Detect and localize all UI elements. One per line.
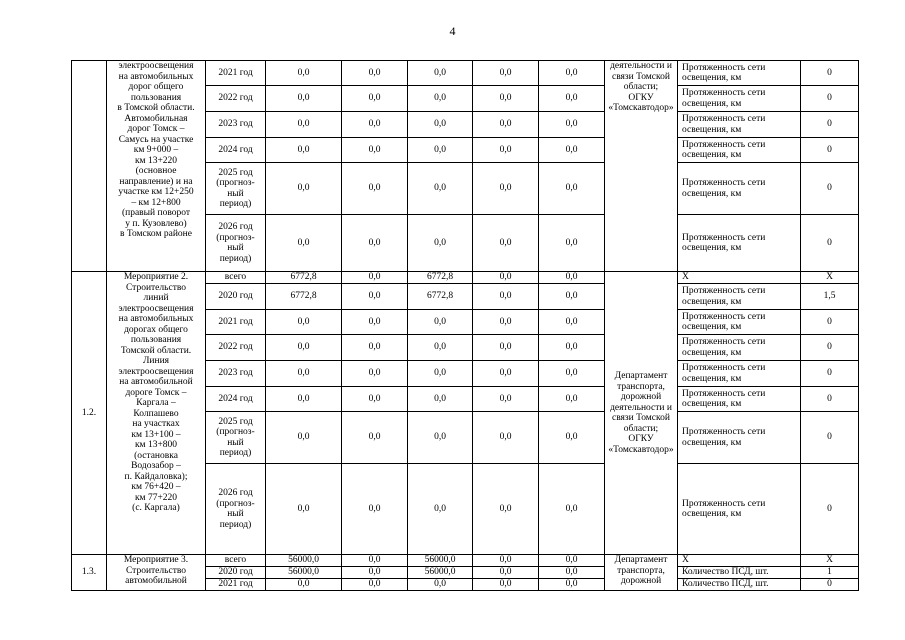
- local-amount-cell: 0,0: [473, 361, 539, 387]
- activity-name-cell: электроосвещения на автомобильных дорог общего пользования в Томской области. Автомобильная дорог Томск – Самусь на участке км 9+000 – км 13+220 (основное направление) и на участке км 12+250 – км 12+800 (правый поворот у п. Кузовлево) в Томском районе: [107, 61, 206, 272]
- local-amount-cell: 0,0: [473, 335, 539, 361]
- regional-amount-cell: 0,0: [408, 579, 473, 591]
- indicator-cell: Х: [678, 272, 801, 284]
- federal-amount-cell: 0,0: [342, 412, 408, 464]
- total-amount-cell: 0,0: [266, 412, 342, 464]
- local-amount-cell: 0,0: [473, 387, 539, 412]
- federal-amount-cell: 0,0: [342, 555, 408, 567]
- total-amount-cell: 0,0: [266, 112, 342, 138]
- year-cell: 2024 год: [206, 387, 266, 412]
- target-value-cell: 0: [801, 310, 859, 335]
- activity-name-cell: Мероприятие 3. Строительство автомобильной: [107, 555, 206, 591]
- total-amount-cell: 0,0: [266, 387, 342, 412]
- federal-amount-cell: 0,0: [342, 215, 408, 272]
- indicator-cell: Протяженность сети освещения, км: [678, 215, 801, 272]
- local-amount-cell: 0,0: [473, 284, 539, 310]
- table-row: [72, 272, 859, 284]
- indicator-cell: Протяженность сети освещения, км: [678, 464, 801, 555]
- year-cell: всего: [206, 555, 266, 567]
- federal-amount-cell: 0,0: [342, 112, 408, 138]
- total-amount-cell: 56000,0: [266, 567, 342, 579]
- regional-amount-cell: 0,0: [408, 335, 473, 361]
- other-amount-cell: 0,0: [539, 464, 605, 555]
- other-amount-cell: 0,0: [539, 579, 605, 591]
- federal-amount-cell: 0,0: [342, 163, 408, 215]
- other-amount-cell: 0,0: [539, 387, 605, 412]
- executor-cell: Департамент транспорта, дорожной: [605, 555, 678, 591]
- local-amount-cell: 0,0: [473, 310, 539, 335]
- total-amount-cell: 0,0: [266, 464, 342, 555]
- federal-amount-cell: 0,0: [342, 310, 408, 335]
- target-value-cell: 0: [801, 138, 859, 163]
- activity-name-cell: Мероприятие 2. Строительство линий электроосвещения на автомобильных дорогах общего пользования Томской области. Линия электроосвещения на автомобильной дороге Томск – Каргала – Колпашево на участках км 13+100 – км 13+800 (остановка Водозабор – п. Кайдаловка); км 76+420 – км 77+220 (с. Каргала): [107, 272, 206, 555]
- target-value-cell: 0: [801, 112, 859, 138]
- local-amount-cell: 0,0: [473, 567, 539, 579]
- year-cell: 2020 год: [206, 567, 266, 579]
- local-amount-cell: 0,0: [473, 112, 539, 138]
- total-amount-cell: 0,0: [266, 215, 342, 272]
- federal-amount-cell: 0,0: [342, 284, 408, 310]
- federal-amount-cell: 0,0: [342, 61, 408, 86]
- other-amount-cell: 0,0: [539, 310, 605, 335]
- item-number-cell: 1.2.: [72, 272, 107, 555]
- regional-amount-cell: 0,0: [408, 163, 473, 215]
- total-amount-cell: 0,0: [266, 310, 342, 335]
- total-amount-cell: 0,0: [266, 61, 342, 86]
- other-amount-cell: 0,0: [539, 112, 605, 138]
- year-cell: 2022 год: [206, 335, 266, 361]
- other-amount-cell: 0,0: [539, 163, 605, 215]
- local-amount-cell: 0,0: [473, 163, 539, 215]
- target-value-cell: 0: [801, 412, 859, 464]
- local-amount-cell: 0,0: [473, 86, 539, 112]
- total-amount-cell: 6772,8: [266, 272, 342, 284]
- other-amount-cell: 0,0: [539, 272, 605, 284]
- local-amount-cell: 0,0: [473, 555, 539, 567]
- indicator-cell: Протяженность сети освещения, км: [678, 61, 801, 86]
- other-amount-cell: 0,0: [539, 335, 605, 361]
- indicator-cell: Протяженность сети освещения, км: [678, 387, 801, 412]
- year-cell: 2025 год (прогноз- ный период): [206, 412, 266, 464]
- table-body: [72, 61, 859, 591]
- regional-amount-cell: 0,0: [408, 61, 473, 86]
- local-amount-cell: 0,0: [473, 412, 539, 464]
- regional-amount-cell: 6772,8: [408, 284, 473, 310]
- indicator-cell: Протяженность сети освещения, км: [678, 138, 801, 163]
- federal-amount-cell: 0,0: [342, 335, 408, 361]
- indicator-cell: Х: [678, 555, 801, 567]
- local-amount-cell: 0,0: [473, 138, 539, 163]
- regional-amount-cell: 0,0: [408, 86, 473, 112]
- year-cell: 2021 год: [206, 310, 266, 335]
- other-amount-cell: 0,0: [539, 86, 605, 112]
- indicator-cell: Протяженность сети освещения, км: [678, 284, 801, 310]
- total-amount-cell: 56000,0: [266, 555, 342, 567]
- indicator-cell: Протяженность сети освещения, км: [678, 412, 801, 464]
- federal-amount-cell: 0,0: [342, 567, 408, 579]
- regional-amount-cell: 0,0: [408, 112, 473, 138]
- regional-amount-cell: 0,0: [408, 138, 473, 163]
- local-amount-cell: 0,0: [473, 61, 539, 86]
- year-cell: 2026 год (прогноз- ный период): [206, 464, 266, 555]
- total-amount-cell: 0,0: [266, 579, 342, 591]
- target-value-cell: 1,5: [801, 284, 859, 310]
- indicator-cell: Протяженность сети освещения, км: [678, 335, 801, 361]
- local-amount-cell: 0,0: [473, 579, 539, 591]
- total-amount-cell: 6772,8: [266, 284, 342, 310]
- page-number: 4: [449, 24, 456, 38]
- table-row: [72, 61, 859, 86]
- federal-amount-cell: 0,0: [342, 86, 408, 112]
- year-cell: 2024 год: [206, 138, 266, 163]
- year-cell: 2021 год: [206, 61, 266, 86]
- target-value-cell: Х: [801, 555, 859, 567]
- total-amount-cell: 0,0: [266, 138, 342, 163]
- federal-amount-cell: 0,0: [342, 361, 408, 387]
- regional-amount-cell: 0,0: [408, 412, 473, 464]
- year-cell: 2020 год: [206, 284, 266, 310]
- item-number-cell: [72, 61, 107, 272]
- indicator-cell: Протяженность сети освещения, км: [678, 112, 801, 138]
- target-value-cell: 0: [801, 163, 859, 215]
- target-value-cell: 0: [801, 464, 859, 555]
- regional-amount-cell: 0,0: [408, 310, 473, 335]
- program-table: [71, 60, 859, 591]
- indicator-cell: Протяженность сети освещения, км: [678, 163, 801, 215]
- target-value-cell: 0: [801, 61, 859, 86]
- indicator-cell: Протяженность сети освещения, км: [678, 86, 801, 112]
- other-amount-cell: 0,0: [539, 555, 605, 567]
- total-amount-cell: 0,0: [266, 86, 342, 112]
- regional-amount-cell: 0,0: [408, 464, 473, 555]
- indicator-cell: Протяженность сети освещения, км: [678, 310, 801, 335]
- local-amount-cell: 0,0: [473, 464, 539, 555]
- target-value-cell: 0: [801, 215, 859, 272]
- local-amount-cell: 0,0: [473, 215, 539, 272]
- year-cell: всего: [206, 272, 266, 284]
- target-value-cell: 0: [801, 579, 859, 591]
- regional-amount-cell: 0,0: [408, 387, 473, 412]
- target-value-cell: 0: [801, 361, 859, 387]
- other-amount-cell: 0,0: [539, 361, 605, 387]
- year-cell: 2023 год: [206, 361, 266, 387]
- federal-amount-cell: 0,0: [342, 464, 408, 555]
- total-amount-cell: 0,0: [266, 163, 342, 215]
- year-cell: 2025 год (прогноз- ный период): [206, 163, 266, 215]
- indicator-cell: Количество ПСД, шт.: [678, 579, 801, 591]
- federal-amount-cell: 0,0: [342, 387, 408, 412]
- indicator-cell: Количество ПСД, шт.: [678, 567, 801, 579]
- other-amount-cell: 0,0: [539, 138, 605, 163]
- other-amount-cell: 0,0: [539, 61, 605, 86]
- table-row: [72, 555, 859, 567]
- target-value-cell: 0: [801, 387, 859, 412]
- executor-cell: деятельности и связи Томской области; ОГКУ «Томскавтодор»: [605, 61, 678, 272]
- other-amount-cell: 0,0: [539, 567, 605, 579]
- regional-amount-cell: 0,0: [408, 361, 473, 387]
- regional-amount-cell: 56000,0: [408, 567, 473, 579]
- other-amount-cell: 0,0: [539, 284, 605, 310]
- target-value-cell: 0: [801, 335, 859, 361]
- year-cell: 2023 год: [206, 112, 266, 138]
- regional-amount-cell: 56000,0: [408, 555, 473, 567]
- target-value-cell: 1: [801, 567, 859, 579]
- total-amount-cell: 0,0: [266, 335, 342, 361]
- local-amount-cell: 0,0: [473, 272, 539, 284]
- year-cell: 2026 год (прогноз- ный период): [206, 215, 266, 272]
- executor-cell: Департамент транспорта, дорожной деятельности и связи Томской области; ОГКУ «Томскавтодор»: [605, 272, 678, 555]
- target-value-cell: Х: [801, 272, 859, 284]
- federal-amount-cell: 0,0: [342, 272, 408, 284]
- target-value-cell: 0: [801, 86, 859, 112]
- item-number-cell: 1.3.: [72, 555, 107, 591]
- total-amount-cell: 0,0: [266, 361, 342, 387]
- year-cell: 2021 год: [206, 579, 266, 591]
- federal-amount-cell: 0,0: [342, 579, 408, 591]
- federal-amount-cell: 0,0: [342, 138, 408, 163]
- year-cell: 2022 год: [206, 86, 266, 112]
- indicator-cell: Протяженность сети освещения, км: [678, 361, 801, 387]
- regional-amount-cell: 6772,8: [408, 272, 473, 284]
- other-amount-cell: 0,0: [539, 412, 605, 464]
- other-amount-cell: 0,0: [539, 215, 605, 272]
- regional-amount-cell: 0,0: [408, 215, 473, 272]
